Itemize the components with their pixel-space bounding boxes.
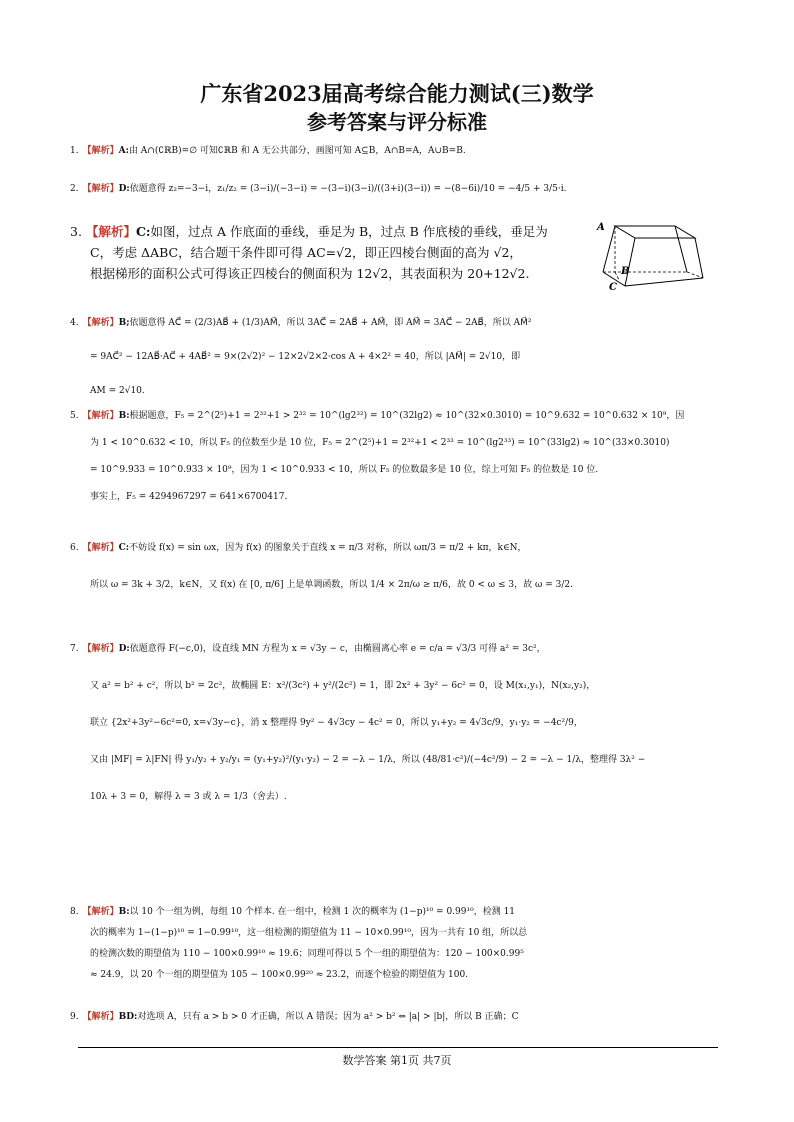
answer-text: 如图，过点 A 作底面的垂线，垂足为 B，过点 B 作底棱的垂线，垂足为 — [150, 224, 548, 239]
answer-text: 又由 |MF| = λ|FN| 得 y₁/y₂ + y₂/y₁ = (y₁+y₂)²/(y₁·y₂) − 2 = −λ − 1/λ，所以 (48/81·c²)/(−4c²/9) − 2 = −λ − 1/λ，整理得 3λ² − — [90, 755, 646, 765]
answer-line — [78, 668, 728, 705]
answer-line — [78, 944, 728, 965]
analysis-label: 【解析】 — [82, 1012, 119, 1022]
answer-text: 依题意得 AC⃗ = (2/3)AB⃗ + (1/3)AM⃗，所以 3AC⃗ = 2AB⃗ + AM⃗，即 AM⃗ = 3AC⃗ − 2AB⃗，所以 AM⃗² — [129, 318, 532, 328]
answer-text: 的检测次数的期望值为 110 − 100×0.99¹⁰ ≈ 19.6；同理可得以 5 个一组的期望值为：120 − 100×0.99⁵ — [90, 949, 524, 959]
answer-choice: D: — [118, 184, 130, 194]
answer-line — [78, 242, 588, 263]
figure-label-b: B — [621, 266, 630, 277]
answer-text: C，考虑 ΔABC，结合题干条件即可得 AC=√2，即正四棱台侧面的高为 √2， — [90, 245, 522, 260]
item-number: 6. — [70, 543, 79, 553]
answer-line — [70, 631, 728, 668]
frustum-figure — [595, 216, 705, 290]
answer-choice: A: — [118, 146, 129, 156]
answer-item — [70, 141, 728, 162]
answer-text: = 9AC⃗² − 12AB⃗·AC⃗ + 4AB⃗² = 9×(2√2)² − 12×2√2×2·cos A + 4×2² = 40，所以 |AM⃗| = 2√10，即 — [90, 352, 521, 362]
answer-line — [78, 923, 728, 944]
answer-item — [70, 180, 728, 199]
item-number: 1. — [70, 146, 79, 156]
analysis-label: 【解析】 — [85, 224, 136, 239]
answer-line — [78, 340, 728, 374]
answer-text: ≈ 24.9，以 20 个一组的期望值为 105 − 100×0.99²⁰ ≈ 23.2，而逐个检验的期望值为 100. — [90, 970, 469, 980]
answer-choice: D: — [118, 644, 130, 654]
answer-line — [70, 403, 728, 430]
analysis-label: 【解析】 — [82, 543, 119, 553]
answer-line — [70, 141, 728, 162]
answer-text: 事实上，F₅ = 4294967297 = 641×6700417. — [90, 492, 288, 502]
answer-line — [78, 430, 728, 457]
answer-text: 根据题意，F₅ = 2^(2⁵)+1 = 2³²+1 > 2³² = 10^(lg2³²) = 10^(32lg2) ≈ 10^(32×0.3010) = 10^9.632 = 10^0.632 × 10⁹，因 — [129, 411, 685, 421]
analysis-label: 【解析】 — [82, 411, 119, 421]
answer-text: 次的概率为 1−(1−p)¹⁰ = 1−0.99¹⁰，这一组检测的期望值为 11 − 10×0.99¹⁰，因为一共有 10 组，所以总 — [90, 928, 528, 938]
answer-choice: C: — [118, 543, 130, 553]
answer-line — [78, 965, 728, 986]
item-number: 9. — [70, 1012, 79, 1022]
answer-text: 又 a² = b² + c²，所以 b² = 2c²，故椭圆 E：x²/(3c²) + y²/(2c²) = 1，即 2x² + 3y² − 6c² = 0，设 M(x₁,y₁)，N(x₂,y₂)， — [90, 681, 596, 691]
item-number: 7. — [70, 644, 79, 654]
answer-item — [70, 221, 588, 284]
answer-item — [70, 631, 728, 816]
item-number: 8. — [70, 907, 79, 917]
answer-line — [78, 705, 728, 742]
answer-item — [70, 902, 728, 986]
answer-text: 根据梯形的面积公式可得该正四棱台的侧面积为 12√2，其表面积为 20+12√2. — [90, 266, 530, 281]
answer-choice: B; — [118, 318, 130, 328]
item-number: 2. — [70, 184, 79, 194]
answer-text: 10λ + 3 = 0，解得 λ = 3 或 λ = 1/3（舍去）. — [90, 792, 287, 802]
page-subtitle: 参考答案与评分标准 — [307, 110, 487, 134]
answer-text: 由 A∩(∁ℝB)=∅ 可知∁ℝB 和 A 无公共部分，画图可知 A⊆B，A∩B=A，A∪B=B. — [128, 146, 466, 156]
page-footer: 数学答案 第1页 共7页 — [342, 1054, 452, 1067]
answer-item — [70, 306, 728, 408]
answer-text: 所以 ω = 3k + 3/2，k∈N，又 f(x) 在 [0, π/6] 上是单调函数，所以 1/4 × 2π/ω ≥ π/6，故 0 < ω ≤ 3，故 ω = 3/2. — [90, 580, 573, 590]
figure-label-a: A — [597, 222, 605, 233]
item-number: 5. — [70, 411, 79, 421]
answer-line — [78, 263, 588, 284]
answer-item — [70, 403, 728, 511]
item-number: 3. — [70, 224, 82, 239]
analysis-label: 【解析】 — [82, 907, 119, 917]
page-title: 广东省2023届高考综合能力测试(三)数学 — [200, 81, 594, 106]
analysis-label: 【解析】 — [82, 318, 119, 328]
answer-text: 对选项 A，只有 a > b > 0 才正确，所以 A 错误；因为 a² > b² ⇔ |a| > |b|，所以 B 正确；C — [137, 1012, 519, 1022]
answer-text: 以 10 个一组为例，每组 10 个样本. 在一组中，检测 1 次的概率为 (1−p)¹⁰ = 0.99¹⁰，检测 11 — [129, 907, 516, 917]
analysis-label: 【解析】 — [82, 146, 119, 156]
answer-choice: B: — [118, 907, 130, 917]
answer-line — [70, 221, 588, 242]
answer-line — [70, 902, 728, 923]
figure-label-c: C — [609, 282, 617, 290]
answer-line — [78, 457, 728, 484]
answer-item — [70, 530, 728, 604]
item-number: 4. — [70, 318, 79, 328]
answer-line — [70, 530, 728, 567]
answer-line — [70, 180, 728, 199]
answer-text: 依题意得 F(−c,0)，设直线 MN 方程为 x = √3y − c，由椭圆离心率 e = c/a = √3/3 可得 a² = 3c²， — [129, 644, 546, 654]
answer-text: 依题意得 z₂=−3−i，z₁/z₂ = (3−i)/(−3−i) = −(3−i)(3−i)/((3+i)(3−i)) = −(8−6i)/10 = −4/5 + 3/5·i. — [129, 184, 567, 194]
answer-text: 为 1 < 10^0.632 < 10，所以 F₅ 的位数至少是 10 位，F₅ = 2^(2⁵)+1 = 2³²+1 < 2³³ = 10^(lg2³³) = 10^(33lg2) ≈ 10^(33×0.3010) — [90, 438, 670, 448]
answer-item — [70, 1007, 728, 1028]
answer-line — [78, 567, 728, 604]
answer-text: 不妨设 f(x) = sin ωx，因为 f(x) 的图象关于直线 x = π/3 对称，所以 ωπ/3 = π/2 + kπ，k∈N， — [129, 543, 527, 553]
answer-text: 联立 {2x²+3y²−6c²=0, x=√3y−c}，消 x 整理得 9y² − 4√3cy − 4c² = 0，所以 y₁+y₂ = 4√3c/9，y₁·y₂ = −4c²/9， — [90, 718, 583, 728]
footer-divider — [78, 1047, 718, 1048]
analysis-label: 【解析】 — [82, 644, 119, 654]
answer-text: = 10^9.933 = 10^0.933 × 10⁹，因为 1 < 10^0.933 < 10，所以 F₅ 的位数最多是 10 位，综上可知 F₅ 的位数是 10 位. — [90, 465, 599, 475]
answer-choice: BD: — [118, 1012, 138, 1022]
answer-text: AM = 2√10. — [90, 386, 145, 396]
answer-line — [78, 742, 728, 779]
answer-choice: C: — [135, 224, 151, 239]
answer-line — [70, 1007, 728, 1028]
answer-choice: B: — [118, 411, 130, 421]
answer-line — [70, 306, 728, 340]
analysis-label: 【解析】 — [82, 184, 119, 194]
answer-line — [78, 484, 728, 511]
answer-line — [78, 779, 728, 816]
